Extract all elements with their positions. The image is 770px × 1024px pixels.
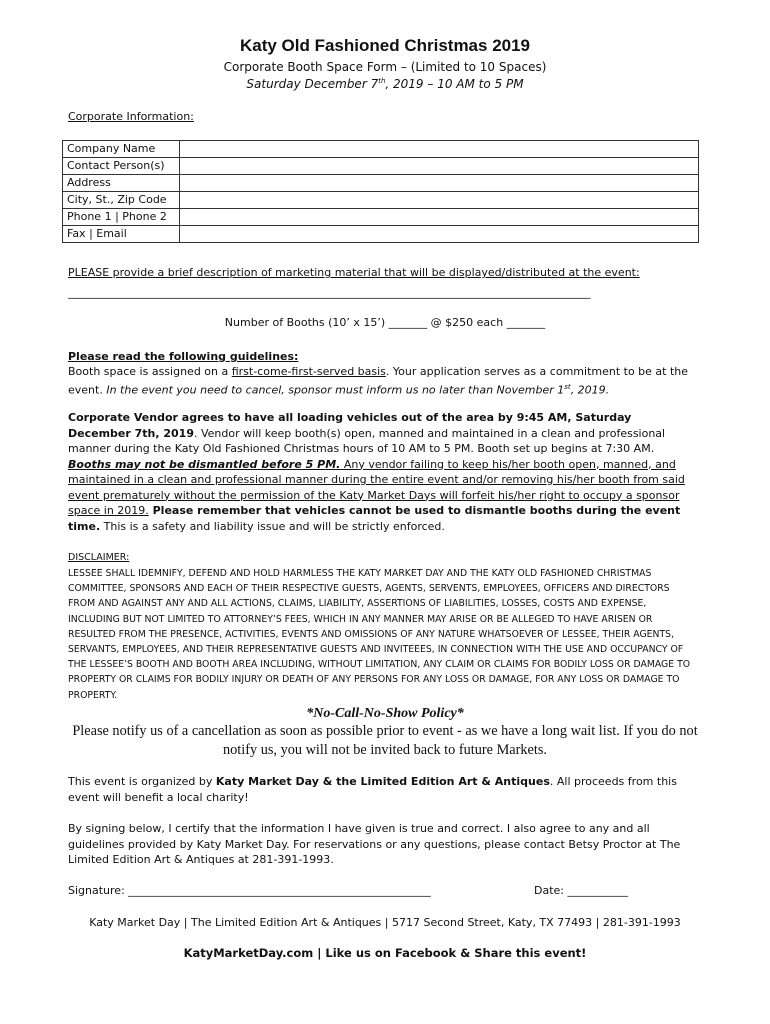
event-date-suffix: , 2019 – 10 AM to 5 PM (385, 77, 524, 91)
guidelines-heading: Please read the following guidelines: (68, 350, 299, 363)
event-date-sup: th (378, 77, 386, 85)
city-state-zip-field[interactable] (180, 192, 699, 209)
address-label: Address (63, 175, 180, 192)
dismantle-warning: Booths may not be dismantled before 5 PM. (68, 457, 341, 471)
disclaimer-heading: DISCLAIMER: (68, 552, 130, 563)
table-row (63, 158, 699, 175)
organizer-text-b: . All proceeds from this event will benefit a local charity! (68, 775, 677, 804)
disclaimer-body: LESSEE SHALL IDEMNIFY, DEFEND AND HOLD HARMLESS THE KATY MARKET DAY AND THE KATY OLD FASHIONED CHRISTMAS COMMITTEE, SPONSORS AND EACH OF THEIR RESPECTIVE GUESTS, AGENTS, SERVENTS, EMPLOYEES, OFFICERS AND DIRECTORS FROM AND AGAINST ANY AND ALL ACTIONS, CLAIMS, LIABILITY, ASSERTIONS OF LIABILITIES, LOSSES, COSTS AND EXPENSE, INCLUDING BUT NOT LIMITED TO ATTORNEY’S FEES, WHICH IN ANY MANNER MAY ARISE OR BE ALLEGED TO HAVE ARISEN OR RESULTED FROM THE PRESENCE, ACTIVITIES, EVENTS AND OMISSIONS OF ANY NATURE WHATSOEVER OF LESSEE, THEIR AGENTS, SERVANTS, EMPLOYEES, AND THEIR REPRESENTATIVE GUESTS AND INVITEEES, IN CONNECTION WITH THE USE AND OCCUPANCY OF THE LESSEE’S BOOTH AND BOOTH AREA INCLUDING, WITHOUT LIMITATION, ANY CLAIM OR CLAIMS FOR BODILY LOSS OR DAMAGE TO PROPERTY OR CLAIMS FOR BODILY INJURY OR DEATH OF ANY PERSONS FOR ANY LOSS OR DAMAGE, FOR ANY LOSS OR DAMAGE TO PROPERTY. (68, 568, 691, 701)
forfeit-text: Any vendor failing to keep his/her booth open, manned, and maintained in a clean and professional manner during the entire event and/or removing his/her booth from said event prematurely without the permission of the Katy Market Days will forfeit his/her right to occupy a sponsor space in 2019. (68, 457, 685, 517)
vendor-bold-a: Corporate Vendor agrees to have all loading vehicles out of the area by 9:45 AM, Saturday December 7th, 2019 (68, 411, 632, 440)
corporate-info-label: Corporate Information: (68, 110, 194, 123)
cancel-deadline-sup: st (564, 382, 571, 391)
table-row (63, 209, 699, 226)
city-state-zip-label: City, St., Zip Code (63, 192, 180, 209)
page-subtitle: Corporate Booth Space Form – (Limited to 10 Spaces) (223, 60, 547, 74)
contact-person-field[interactable] (180, 158, 699, 175)
vendor-agreement (68, 410, 694, 534)
fax-email-label: Fax | Email (63, 226, 180, 243)
guidelines-text-b: . Your application serves as a commitment to be at the event. (68, 365, 689, 397)
table-row (63, 226, 699, 243)
phone-field[interactable] (180, 209, 699, 226)
vendor-text-b: This is a safety and liability issue and will be strictly enforced. (100, 519, 445, 533)
fax-email-field[interactable] (180, 226, 699, 243)
first-come-link: first-come-first-served basis (231, 365, 386, 378)
organizer-name: Katy Market Day & the Limited Edition Art & Antiques (215, 775, 550, 788)
event-date (0, 77, 770, 91)
page-title: Katy Old Fashioned Christmas 2019 (239, 36, 531, 55)
table-row (63, 192, 699, 209)
guidelines-paragraph (68, 364, 694, 398)
vehicle-warning: Please remember that vehicles cannot be used to dismantle booths during the event time. (68, 504, 681, 533)
phone-label: Phone 1 | Phone 2 (63, 209, 180, 226)
cancel-deadline-year: , 2019. (570, 383, 610, 397)
marketing-answer-line[interactable]: _______________________________________________________________________________________________ (68, 286, 591, 299)
cancel-deadline-text: In the event you need to cancel, sponsor must inform us no later than November 1 (106, 383, 565, 397)
corporate-info-table (62, 140, 699, 243)
table-row (63, 175, 699, 192)
certify-paragraph: By signing below, I certify that the information I have given is true and correct. I also agree to any and all guidelines provided by Katy Market Day. For reservations or any questions, please contact Betsy Proctor at The Limited Edition Art & Antiques at 281-391-1993. (68, 822, 681, 866)
signature-field[interactable]: Signature: _______________________________________________________ (68, 884, 431, 897)
guidelines-text-a: Booth space is assigned on a (68, 365, 232, 378)
address-field[interactable] (180, 175, 699, 192)
table-row (63, 141, 699, 158)
footer-website: KatyMarketDay.com | Like us on Facebook & Share this event! (183, 946, 587, 960)
event-date-prefix: Saturday December 7 (246, 77, 379, 91)
date-field[interactable]: Date: ___________ (534, 884, 628, 897)
footer-address: Katy Market Day | The Limited Edition Art & Antiques | 5717 Second Street, Katy, TX 77493 | 281-391-1993 (89, 916, 681, 929)
policy-heading: *No-Call-No-Show Policy* (306, 706, 464, 721)
vendor-text-a: . Vendor will keep booth(s) open, manned and maintained in a clean and professional manner during the Katy Old Fashioned Christmas hours of 10 AM to 5 PM. Booth set up begins at 7:30 AM. (68, 426, 666, 455)
policy-body: Please notify us of a cancellation as soon as possible prior to event - as we have a long wait list. If you do not notify us, you will not be invited back to future Markets. (72, 723, 698, 758)
organizer-text-a: This event is organized by (68, 775, 216, 788)
company-name-label: Company Name (63, 141, 180, 158)
booth-count-line[interactable]: Number of Booths (10’ x 15’) _______ @ $250 each _______ (224, 316, 546, 329)
organizer-note (68, 774, 694, 805)
company-name-field[interactable] (180, 141, 699, 158)
marketing-prompt: PLEASE provide a brief description of marketing material that will be displayed/distributed at the event: (68, 266, 640, 279)
contact-person-label: Contact Person(s) (63, 158, 180, 175)
